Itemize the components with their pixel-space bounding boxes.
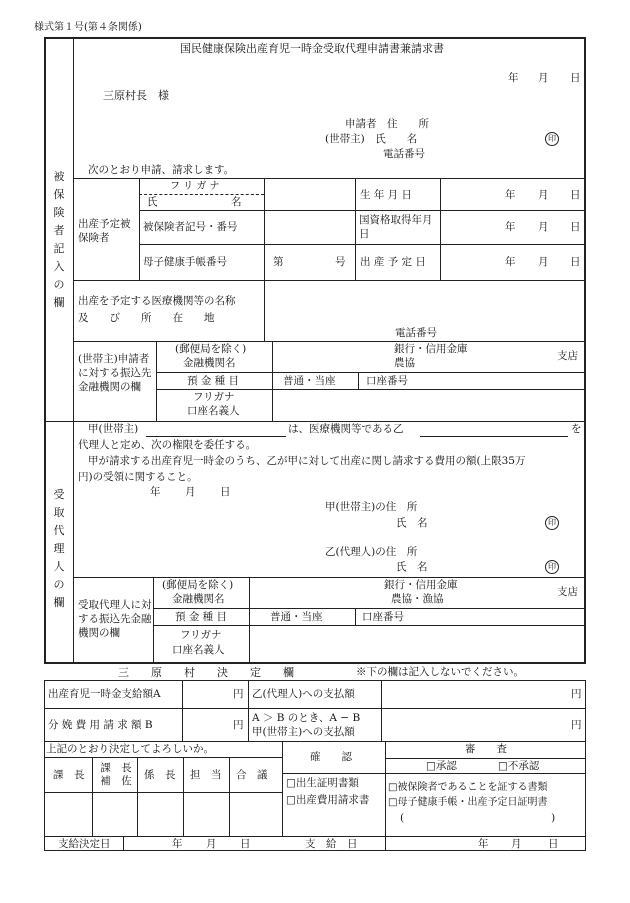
decision-header: 三 原 村 決 定 欄 (118, 666, 294, 679)
agent-bank-inst: 金融機関名 (172, 593, 225, 605)
delegation-line4: 円)の受領に関すること。 (78, 471, 198, 483)
party-a-address-label: 甲(世帯主)の住 所 (325, 501, 418, 513)
agent-furigana: フリガナ (180, 629, 222, 641)
approve-checkbox[interactable]: □承認 (426, 760, 457, 772)
amount-a-label: 出産育児一時金支給額A (48, 688, 161, 700)
seal-icon-a: 印 (545, 516, 559, 530)
birth-label: 生 年 月 日 (360, 189, 413, 201)
applicant-account-no: 口座番号 (366, 375, 408, 387)
side-label-agent: 受取代理人の欄 (53, 488, 65, 609)
date-month: 月 (538, 72, 549, 84)
agent-account-opts: 普通・当座 (270, 611, 323, 623)
applicant-bank-types2: 農協 (394, 357, 415, 369)
role-kacho-hosa: 課 長 補 佐 (100, 762, 132, 787)
facility-label-2: 及 び 所 在 地 (78, 312, 215, 324)
confirm-label: 確 認 (310, 751, 352, 763)
furigana-label: フ リ ガ ナ (170, 181, 220, 192)
facility-phone-label: 電話番号 (395, 327, 437, 339)
qual-m: 月 (538, 221, 549, 233)
applicant-phone-label: 電話番号 (383, 148, 425, 160)
applicant-address-label: 申請者 住 所 (345, 118, 429, 130)
agent-bank-types2: 農協・漁協 (391, 593, 444, 605)
party-b-name-label: 氏 名 (396, 561, 428, 573)
party-b-address-label: 乙(代理人)の住 所 (325, 546, 418, 558)
review-handbook[interactable]: □母子健康手帳・出産予定日証明書 (388, 797, 548, 808)
addressee: 三原村長 様 (103, 89, 169, 102)
birth-m: 月 (538, 189, 549, 201)
agent-holder: 口座名義人 (172, 644, 225, 656)
pay-d: 日 (548, 838, 559, 850)
side-label-insured: 被保険者記入の欄 (53, 170, 65, 309)
delegation-line1a: 甲(世帯主) (88, 423, 139, 435)
pd-d: 日 (240, 838, 251, 850)
delegation-line1b: は、医療機関等である乙 (288, 423, 404, 435)
form-label: 様式第１号(第４条関係) (34, 22, 142, 33)
handbook-label: 母子健康手帳番号 (143, 256, 227, 268)
applicant-holder: 口座名義人 (187, 405, 240, 417)
amount-a-yen: 円 (233, 688, 244, 700)
birth-y: 年 (505, 189, 516, 201)
pd-y: 年 (172, 838, 183, 850)
insured-number-label: 被保険者記号・番号 (143, 221, 238, 233)
applicant-account-opts: 普通・当座 (283, 375, 336, 387)
handbook-go: 号 (335, 256, 346, 268)
agent-bank-types: 銀行・信用金庫 (384, 579, 458, 591)
amount-b-label: 分 娩 費 用 請 求 額 B (48, 719, 153, 731)
check-birth-cert[interactable]: □出生証明書類 (286, 777, 359, 789)
deleg-m: 月 (185, 486, 196, 498)
pay-a-label: 甲(世帯主)への支払額 (252, 726, 355, 738)
applicant-bank-branch: 支店 (557, 350, 578, 362)
agent-bank-branch: 支店 (557, 586, 578, 598)
delegation-line3: 甲が請求する出産育児一時金のうち、乙が甲に対して出産に関し請求する費用の額(上限35万 (88, 455, 526, 467)
pay-m: 月 (511, 838, 522, 850)
delegation-line2: 代理人と定め、次の権限を委任する。 (78, 439, 257, 451)
check-cost-invoice[interactable]: □出産費用請求書 (286, 794, 370, 806)
role-kakaricho: 係 長 (144, 769, 176, 781)
approve-question: 上記のとおり決定してよろしいか。 (46, 743, 214, 755)
pay-date-label: 支 給 日 (305, 838, 358, 850)
party-a-name-label: 氏 名 (396, 517, 428, 529)
insured-group-label: 出産予定被保険者 (78, 218, 131, 244)
role-tanto: 担 当 (190, 769, 222, 781)
amount-b-yen: 円 (233, 719, 244, 731)
outer-frame (44, 37, 586, 664)
applicant-name-label: (世帯主) 氏 名 (325, 133, 418, 145)
agent-bank-label: 受取代理人に対する振込先金融機関の欄 (78, 599, 152, 639)
review-other: ( ) (400, 812, 556, 824)
name-label: 氏 名 (147, 196, 242, 208)
role-aigi: 合 議 (236, 769, 268, 781)
agent-account-no: 口座番号 (362, 611, 404, 623)
pay-b-label: 乙(代理人)への支払額 (252, 688, 355, 700)
date-year: 年 (508, 72, 519, 84)
qual-y: 年 (505, 221, 516, 233)
applicant-account-type: 預 金 種 目 (187, 375, 240, 387)
date-day: 日 (570, 72, 581, 84)
applicant-bank-label: (世帯主)申請者に対する振込先金融機関の欄 (78, 353, 152, 393)
deleg-d: 日 (220, 486, 231, 498)
qual-d: 日 (570, 221, 581, 233)
handbook-dai: 第 (273, 256, 284, 268)
form-title: 国民健康保険出産育児一時金受取代理申請書兼請求書 (180, 42, 444, 55)
due-d: 日 (570, 256, 581, 268)
qual-date-label: 国資格取得年月日 (359, 214, 433, 240)
pay-decide-label: 支給決定日 (58, 838, 111, 850)
agent-bank-inst-note: (郵便局を除く) (162, 579, 234, 591)
agent-account-type: 預 金 種 目 (175, 611, 228, 623)
birth-d: 日 (570, 189, 581, 201)
applicant-furigana: フリガナ (193, 391, 235, 403)
review-label: 審 査 (465, 743, 507, 755)
seal-icon-b: 印 (545, 560, 559, 574)
seal-icon: 印 (545, 132, 559, 146)
deleg-y: 年 (150, 486, 161, 498)
facility-label-1: 出産を予定する医療機関等の名称 (78, 295, 236, 307)
due-m: 月 (538, 256, 549, 268)
pay-b-yen: 円 (571, 688, 582, 700)
delegation-line1c: を (571, 423, 582, 435)
request-text: 次のとおり申請、請求します。 (88, 164, 235, 176)
review-insured-doc[interactable]: □被保険者であることを証する書類 (388, 782, 548, 793)
applicant-bank-types: 銀行・信用金庫 (394, 343, 468, 355)
due-date-label: 出 産 予 定 日 (360, 256, 426, 268)
applicant-bank-inst: 金融機関名 (183, 357, 236, 369)
pay-a-yen: 円 (571, 719, 582, 731)
applicant-bank-inst-note: (郵便局を除く) (175, 343, 247, 355)
role-kacho: 課 長 (53, 769, 85, 781)
pd-m: 月 (206, 838, 217, 850)
pay-y: 年 (478, 838, 489, 850)
due-y: 年 (505, 256, 516, 268)
reject-checkbox[interactable]: □不承認 (498, 760, 540, 772)
cond-label: A ＞ B のとき、A − B (252, 712, 361, 724)
decision-note: ※下の欄は記入しないでください。 (356, 666, 524, 678)
